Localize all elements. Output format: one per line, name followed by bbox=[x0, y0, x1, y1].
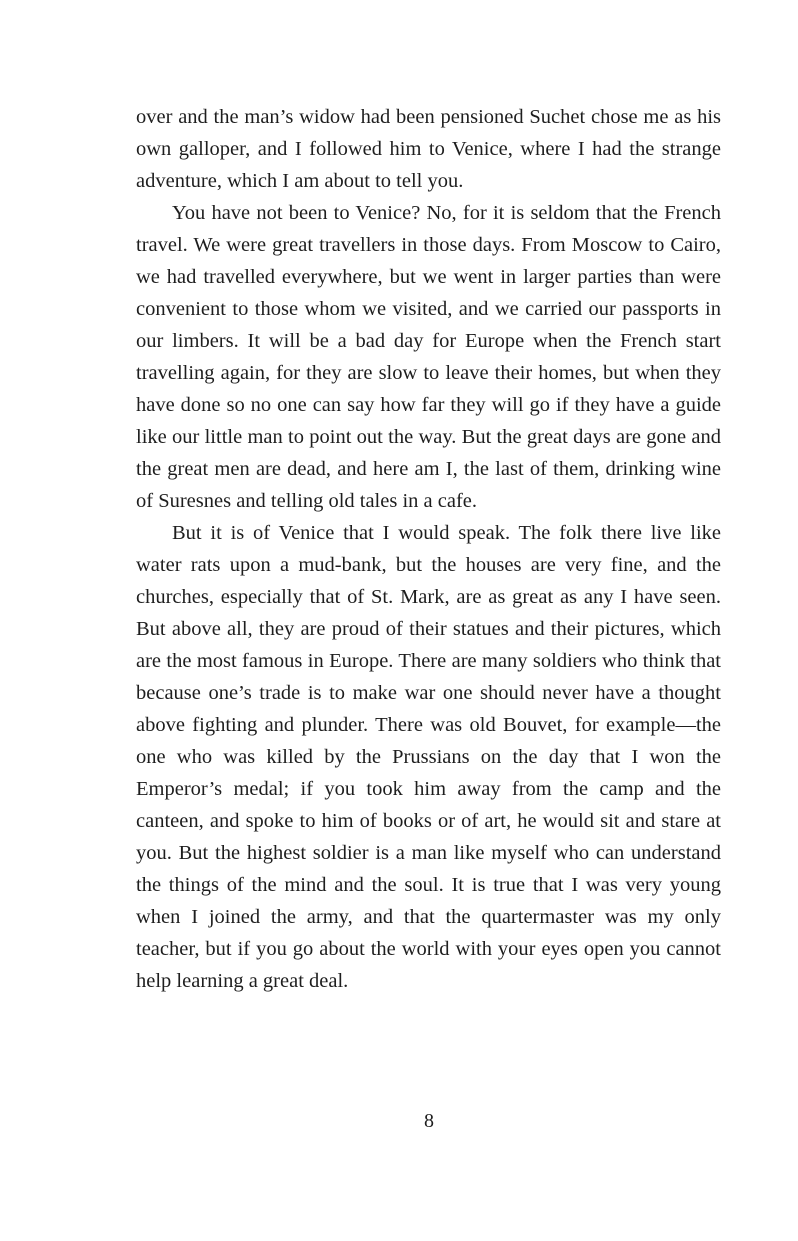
body-text bbox=[136, 101, 721, 997]
paragraph-venice-art: But it is of Venice that I would speak. The folk there live like water rats upon a mud-bank, but the houses are very fine, and the churches, especially that of St. Mark, are as great as any I have seen. But above all, they are proud of their statues and their pictures, which are the most famous in Europe. There are many soldiers who think that because one’s trade is to make war one should never have a thought above fighting and plunder. There was old Bouvet, for example—the one who was killed by the Prussians on the day that I won the Emperor’s medal; if you took him away from the camp and the canteen, and spoke to him of books or of art, he would sit and stare at you. But the highest soldier is a man like myself who can understand the things of the mind and the soul. It is true that I was very young when I joined the army, and that the quartermaster was my only teacher, but if you go about the world with your eyes open you cannot help learning a great deal. bbox=[136, 522, 721, 992]
paragraph-venice-travel: You have not been to Venice? No, for it is seldom that the French travel. We were great travellers in those days. From Moscow to Cairo, we had travelled everywhere, but we went in larger parties than were convenient to those whom we visited, and we carried our passports in our limbers. It will be a bad day for Europe when the French start travelling again, for they are slow to leave their homes, but when they have done so no one can say how far they will go if they have a guide like our little man to point out the way. But the great days are gone and the great men are dead, and here am I, the last of them, drinking wine of Suresnes and telling old tales in a cafe. bbox=[136, 202, 721, 512]
page-number: 8 bbox=[424, 1110, 434, 1132]
paragraph-continuation: over and the man’s widow had been pensioned Suchet chose me as his own galloper, and I followed him to Venice, where I had the strange adventure, which I am about to tell you. bbox=[136, 106, 721, 192]
